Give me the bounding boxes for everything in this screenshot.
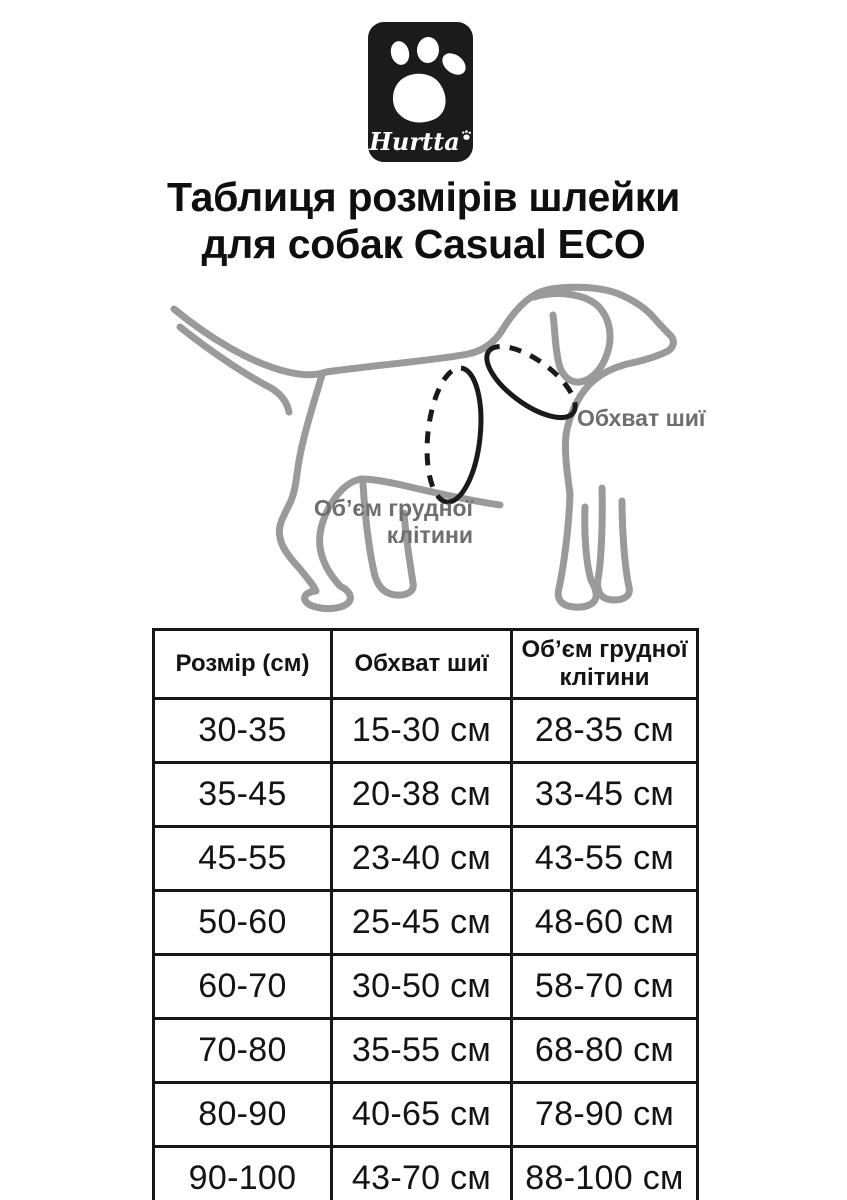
chest-measure-dashed-arc	[427, 368, 461, 502]
table-cell-size: 50-60	[154, 891, 332, 955]
table-cell-size: 90-100	[154, 1147, 332, 1200]
table-cell-chest: 43-55 см	[512, 827, 698, 891]
paw-icon	[368, 28, 473, 128]
table-cell-chest: 28-35 см	[512, 699, 698, 763]
table-cell-size: 70-80	[154, 1019, 332, 1083]
chest-measure-label	[208, 495, 473, 549]
table-cell-neck: 43-70 см	[332, 1147, 512, 1200]
chest-measure-label-line-2: клітини	[386, 522, 473, 548]
chest-measure-label-line-1: Об’єм грудної	[313, 495, 473, 521]
brand-logo	[368, 22, 473, 162]
table-cell-size: 35-45	[154, 763, 332, 827]
table-row	[154, 1147, 698, 1200]
table-cell-chest: 88-100 см	[512, 1147, 698, 1200]
table-row	[154, 891, 698, 955]
table-row	[154, 763, 698, 827]
brand-name: Hurtta	[369, 127, 460, 156]
table-cell-neck: 23-40 см	[332, 827, 512, 891]
table-cell-size: 30-35	[154, 699, 332, 763]
table-cell-size: 80-90	[154, 1083, 332, 1147]
table-cell-chest: 68-80 см	[512, 1019, 698, 1083]
table-cell-neck: 25-45 см	[332, 891, 512, 955]
mini-paw-icon	[461, 130, 472, 141]
table-cell-neck: 20-38 см	[332, 763, 512, 827]
neck-measure-dashed-arc	[489, 346, 575, 413]
table-cell-size: 60-70	[154, 955, 332, 1019]
dog-measurement-diagram	[150, 275, 710, 625]
table-cell-neck: 35-55 см	[332, 1019, 512, 1083]
table-cell-chest: 33-45 см	[512, 763, 698, 827]
table-cell-chest: 78-90 см	[512, 1083, 698, 1147]
table-row	[154, 1019, 698, 1083]
brand-wordmark	[368, 129, 473, 155]
table-cell-chest: 58-70 см	[512, 955, 698, 1019]
table-cell-size: 45-55	[154, 827, 332, 891]
neck-measure-label: Обхват шиї	[577, 405, 706, 431]
page-title	[0, 174, 847, 268]
col-header-size: Розмір (см)	[154, 630, 332, 699]
table-cell-chest: 48-60 см	[512, 891, 698, 955]
chest-measure-solid-arc	[447, 368, 481, 502]
table-row	[154, 1083, 698, 1147]
col-header-chest: Об’єм грудної клітини	[512, 630, 698, 699]
table-header-row	[154, 630, 698, 699]
table-row	[154, 955, 698, 1019]
table-cell-neck: 15-30 см	[332, 699, 512, 763]
page-title-line-1: Таблиця розмірів шлейки	[166, 174, 681, 220]
dog-outline-illustration	[150, 275, 710, 625]
table-cell-neck: 30-50 см	[332, 955, 512, 1019]
size-table	[152, 628, 699, 1200]
table-row	[154, 827, 698, 891]
col-header-neck: Обхват шиї	[332, 630, 512, 699]
table-row	[154, 699, 698, 763]
page-title-line-2: для собак Casual ECO	[201, 221, 646, 267]
table-cell-neck: 40-65 см	[332, 1083, 512, 1147]
